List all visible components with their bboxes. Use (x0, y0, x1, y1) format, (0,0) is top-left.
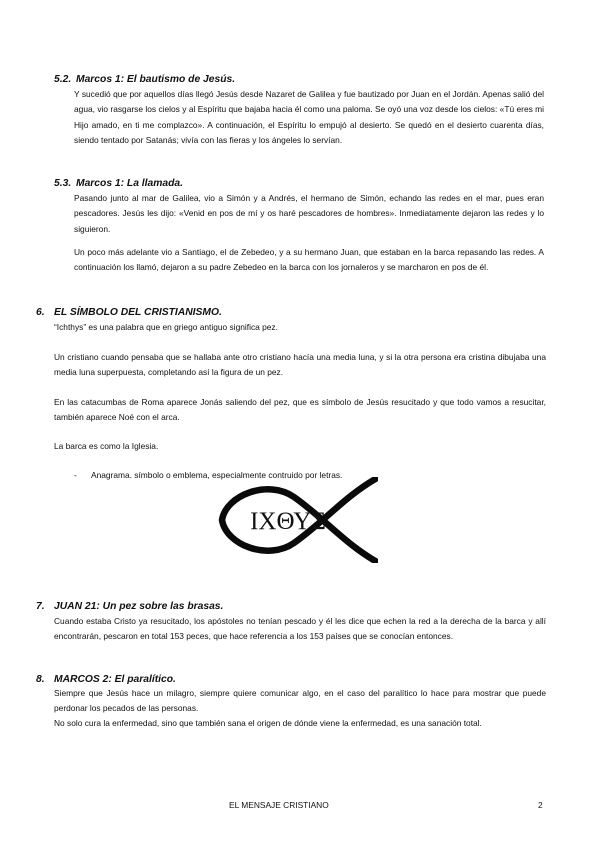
heading-title: MARCOS 2: El paralítico. (54, 674, 176, 685)
heading-number: 5.3. (54, 178, 72, 189)
fish-label: ΙΧΘΥΣ (250, 508, 326, 535)
bullet-marker: - (74, 470, 77, 480)
heading-number: 8. (36, 674, 45, 685)
page-number: 2 (538, 800, 543, 810)
paragraph-5-2: Y sucedió que por aquellos días llegó Jesús desde Nazaret de Galilea y fue bautizado por Juan en el Jordán. Apenas salió del agua, vio rasgarse los cielos y al Espíritu que bajaba hacia él como una paloma. Se oyó una voz desde los cielos: «Tú eres mi Hijo amado, en ti me complazco». A continuación, el Espíritu lo empujó al desierto. Se quedó en el desierto cuarenta días, siendo tentado por Satanás; vivía con las fieras y los ángeles lo servían. (74, 89, 544, 146)
heading-7 (36, 600, 223, 613)
heading-title: Marcos 1: El bautismo de Jesús. (76, 74, 236, 85)
heading-title: JUAN 21: Un pez sobre las brasas. (54, 601, 224, 612)
heading-title: Marcos 1: La llamada. (76, 178, 184, 189)
heading-5-3 (54, 177, 183, 190)
ichthys-fish-icon (218, 477, 378, 563)
heading-number: 7. (36, 601, 45, 612)
heading-8 (36, 673, 176, 686)
heading-6 (36, 306, 222, 319)
paragraph-6-4: La barca es como la Iglesia. (54, 441, 159, 451)
paragraph-6-2: Un cristiano cuando pensaba que se hallaba ante otro cristiano hacía una media luna, y si la otra persona era cristina dibujaba una media luna superpuesta, completando así la figura de un pez. (54, 352, 546, 378)
heading-number: 6. (36, 307, 45, 318)
heading-number: 5.2. (54, 74, 72, 85)
heading-title: EL SÍMBOLO DEL CRISTIANISMO. (54, 307, 222, 318)
paragraph-7: Cuando estaba Cristo ya resucitado, los apóstoles no tenían pescado y él les dice que echen la red a la derecha de la barca y allí encontrarán, pescaron en total 153 peces, que hace referencia a los 153 países que se conocían entonces. (54, 616, 546, 642)
paragraph-8-1: Siempre que Jesús hace un milagro, siempre quiere comunicar algo, en el caso del paralítico lo hace para mostrar que puede perdonar los pecados de las personas. (54, 688, 546, 714)
paragraph-5-3-a: Pasando junto al mar de Galilea, vio a Simón y a Andrés, el hermano de Simón, echando las redes en el mar, pues eran pescadores. Jesús les dijo: «Venid en pos de mí y os haré pescadores de hombres». Inmediatamente dejaron las redes y lo siguieron. (74, 193, 544, 234)
paragraph-6-3: En las catacumbas de Roma aparece Jonás saliendo del pez, que es símbolo de Jesús resucitado y que todo vamos a resucitar, también aparece Noé con el arca. (54, 397, 546, 423)
paragraph-8-2: No solo cura la enfermedad, sino que también sana el origen de dónde viene la enfermedad, es una sanación total. (54, 718, 482, 728)
paragraph-5-3-b: Un poco más adelante vio a Santiago, el de Zebedeo, y a su hermano Juan, que estaban en la barca repasando las redes. A continuación los llamó, dejaron a su padre Zebedeo en la barca con los jornaleros y se marcharon en pos de él. (74, 247, 544, 273)
paragraph-6-1: “Ichthys” es una palabra que en griego antiguo significa pez. (54, 322, 278, 332)
bullet-item: Anagrama. símbolo o emblema, especialmente contruido por letras. (91, 470, 343, 480)
heading-5-2 (54, 73, 235, 86)
footer-title: EL MENSAJE CRISTIANO (229, 800, 329, 810)
